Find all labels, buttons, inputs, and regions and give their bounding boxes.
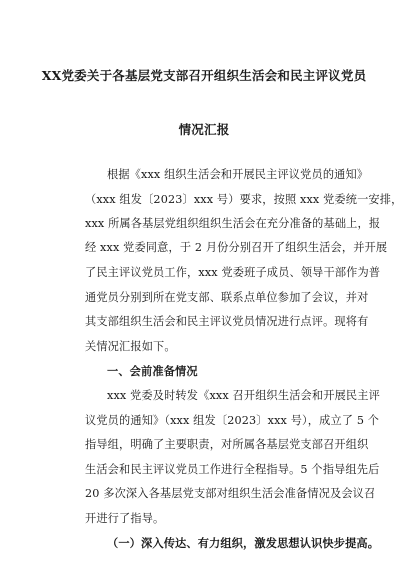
body-paragraph-line: 其支部组织生活会和民主评议党员情况进行点评。现将有	[85, 315, 369, 328]
body-paragraph-line: 根据《xxx 组织生活会和开展民主评议党员的通知》	[107, 168, 369, 181]
body-paragraph-line: 通党员分别到所在党支部、联系点单位参加了会议，并对	[85, 291, 369, 304]
body-paragraph-line: 经 xxx 党委同意，于 2 月份分别召开了组织生活会，并开展	[85, 241, 388, 254]
body-paragraph-line: xxx 所属各基层党组织组织生活会在充分准备的基础上，报	[85, 217, 381, 230]
body-paragraph-line: （xxx 组发〔2023〕xxx 号）要求，按照 xxx 党委统一安排，	[85, 193, 403, 206]
section-heading: 一、会前准备情况	[107, 364, 198, 378]
document-title-line-1: XX党委关于各基层党支部召开组织生活会和民主评议党员	[41, 68, 367, 83]
document-title-line-2: 情况汇报	[178, 122, 230, 137]
body-paragraph-line: 了民主评议党员工作，xxx 党委班子成员、领导干部作为普	[85, 266, 381, 279]
body-paragraph-line: 开进行了指导。	[85, 512, 165, 525]
body-paragraph-line: 20 多次深入各基层党支部对组织生活会准备情况及会议召	[85, 487, 376, 500]
body-paragraph-line: xxx 党委及时转发《xxx 召开组织生活会和开展民主评	[107, 389, 380, 402]
body-paragraph-line: 生活会和民主评议党员工作进行全程指导。5 个指导组先后	[85, 463, 380, 476]
body-paragraph-line: 议党员的通知》（xxx 组发〔2023〕xxx 号），成立了 5 个	[85, 414, 380, 427]
subsection-heading: （一）深入传达、有力组织，激发思想认识快步提高。	[107, 536, 380, 550]
body-paragraph-line: 指导组，明确了主要职责，对所属各基层党支部召开组织	[85, 438, 369, 451]
body-paragraph-line: 关情况汇报如下。	[85, 340, 176, 353]
